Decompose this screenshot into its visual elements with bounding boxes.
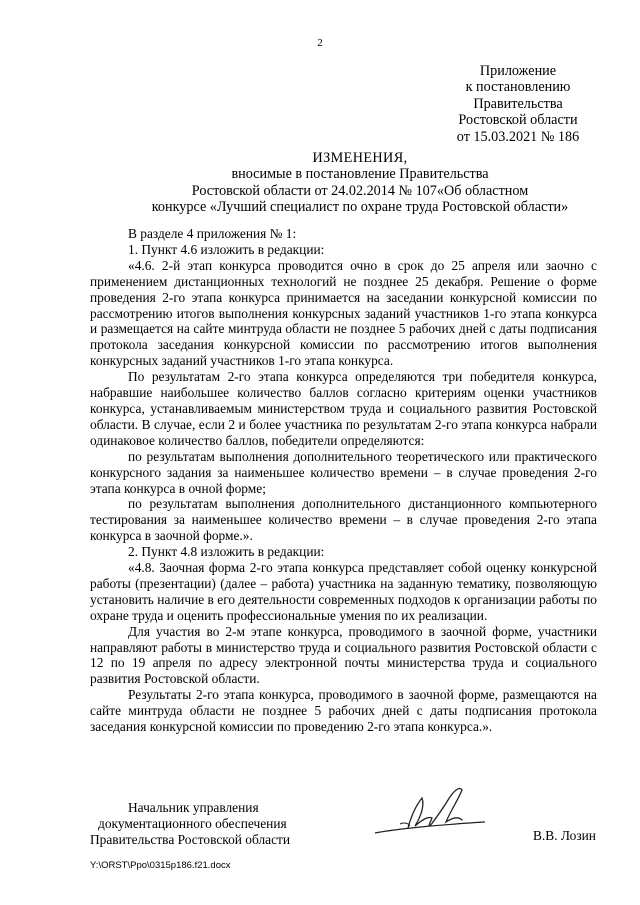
body-paragraph: В разделе 4 приложения № 1: (128, 226, 297, 241)
body-paragraph: по результатам выполнения дополнительного дистанционного компьютерного тестирования за наименьшее количество времени – в случае проведения 2-го этапа конкурса в заочной форме.». (90, 496, 597, 544)
body-paragraph: «4.6. 2-й этап конкурса проводится очно в срок до 25 апреля или заочно с применением дистанционных технологий не позднее 25 декабря. Решение о форме проведения 2-го этапа конкурса принимается на заседании конкурсной комиссии по рассмотрению итогов выполнения конкурсных заданий участников 1-го этапа конкурса и размещается на сайте минтруда области не позднее 5 рабочих дней с даты подписания протокола заседания конкурсной комиссии по рассмотрению итогов выполнения конкурсных заданий участников 1-го этапа конкурса. (90, 257, 597, 369)
body-paragraph: Для участия во 2-м этапе конкурса, проводимого в заочной форме, участники направляют работы в министерство труда и социального развития Ростовской области с 12 по 19 апреля по адресу электронной почты министерства труда и социального развития Ростовской области. (90, 623, 597, 687)
file-path: Y:\ORST\Ppo\0315p186.f21.docx (90, 860, 231, 871)
body-paragraph: «4.8. Заочная форма 2-го этапа конкурса представляет собой оценку конкурсной работы (презентации) (далее – работа) участника на заданную тематику, позволяющую установить наличие в его деятельности современных подходов к организации работы по охране труда и оценить профессиональные умения по их реализации. (90, 560, 597, 623)
appendix-line: Приложение (479, 63, 557, 79)
handwritten-signature-icon (370, 778, 490, 848)
page-number: 2 (317, 37, 323, 49)
document-title (0, 150, 640, 216)
title-line: вносимые в постановление Правительства (231, 166, 489, 183)
position-line: документационного обеспечения (98, 815, 287, 831)
title-line: Ростовской области от 24.02.2014 № 107«Об областном (191, 182, 529, 199)
body-paragraph: 2. Пункт 4.8 изложить в редакции: (128, 544, 325, 560)
signatory-position (90, 800, 330, 848)
appendix-line: Правительства (473, 95, 563, 112)
title-heading: ИЗМЕНЕНИЯ, (312, 150, 408, 166)
appendix-block (438, 63, 598, 145)
body-paragraph: 1. Пункт 4.6 изложить в редакции: (128, 241, 325, 257)
body-paragraph: По результатам 2-го этапа конкурса определяются три победителя конкурса, набравшие наибольшее количество баллов согласно критериям оценки участников конкурса, устанавливаемым министерством труда и социального развития Ростовской области. В случае, если 2 и более участника по результатам 2-го этапа конкурса набрали одинаковое количество баллов, победители определяются: (90, 369, 597, 448)
appendix-line: от 15.03.2021 № 186 (456, 128, 580, 145)
position-line: Начальник управления (128, 800, 259, 815)
signatory-name: В.В. Лозин (533, 828, 596, 843)
appendix-line: Ростовской области (458, 112, 578, 129)
document-body (90, 226, 597, 735)
position-line: Правительства Ростовской области (90, 831, 291, 847)
body-paragraph: по результатам выполнения дополнительного теоретического или практического конкурсного задания за наименьшее количество времени – в случае проведения 2-го этапа конкурса в очной форме; (90, 448, 597, 496)
body-paragraph: Результаты 2-го этапа конкурса, проводимого в заочной форме, размещаются на сайте минтруда области не позднее 5 рабочих дней с даты подписания протокола заседания конкурсной комиссии по проведению 2-го этапа конкурса.». (90, 687, 597, 735)
appendix-line: к постановлению (465, 79, 571, 96)
title-line: конкурсе «Лучший специалист по охране труда Ростовской области» (151, 199, 569, 216)
